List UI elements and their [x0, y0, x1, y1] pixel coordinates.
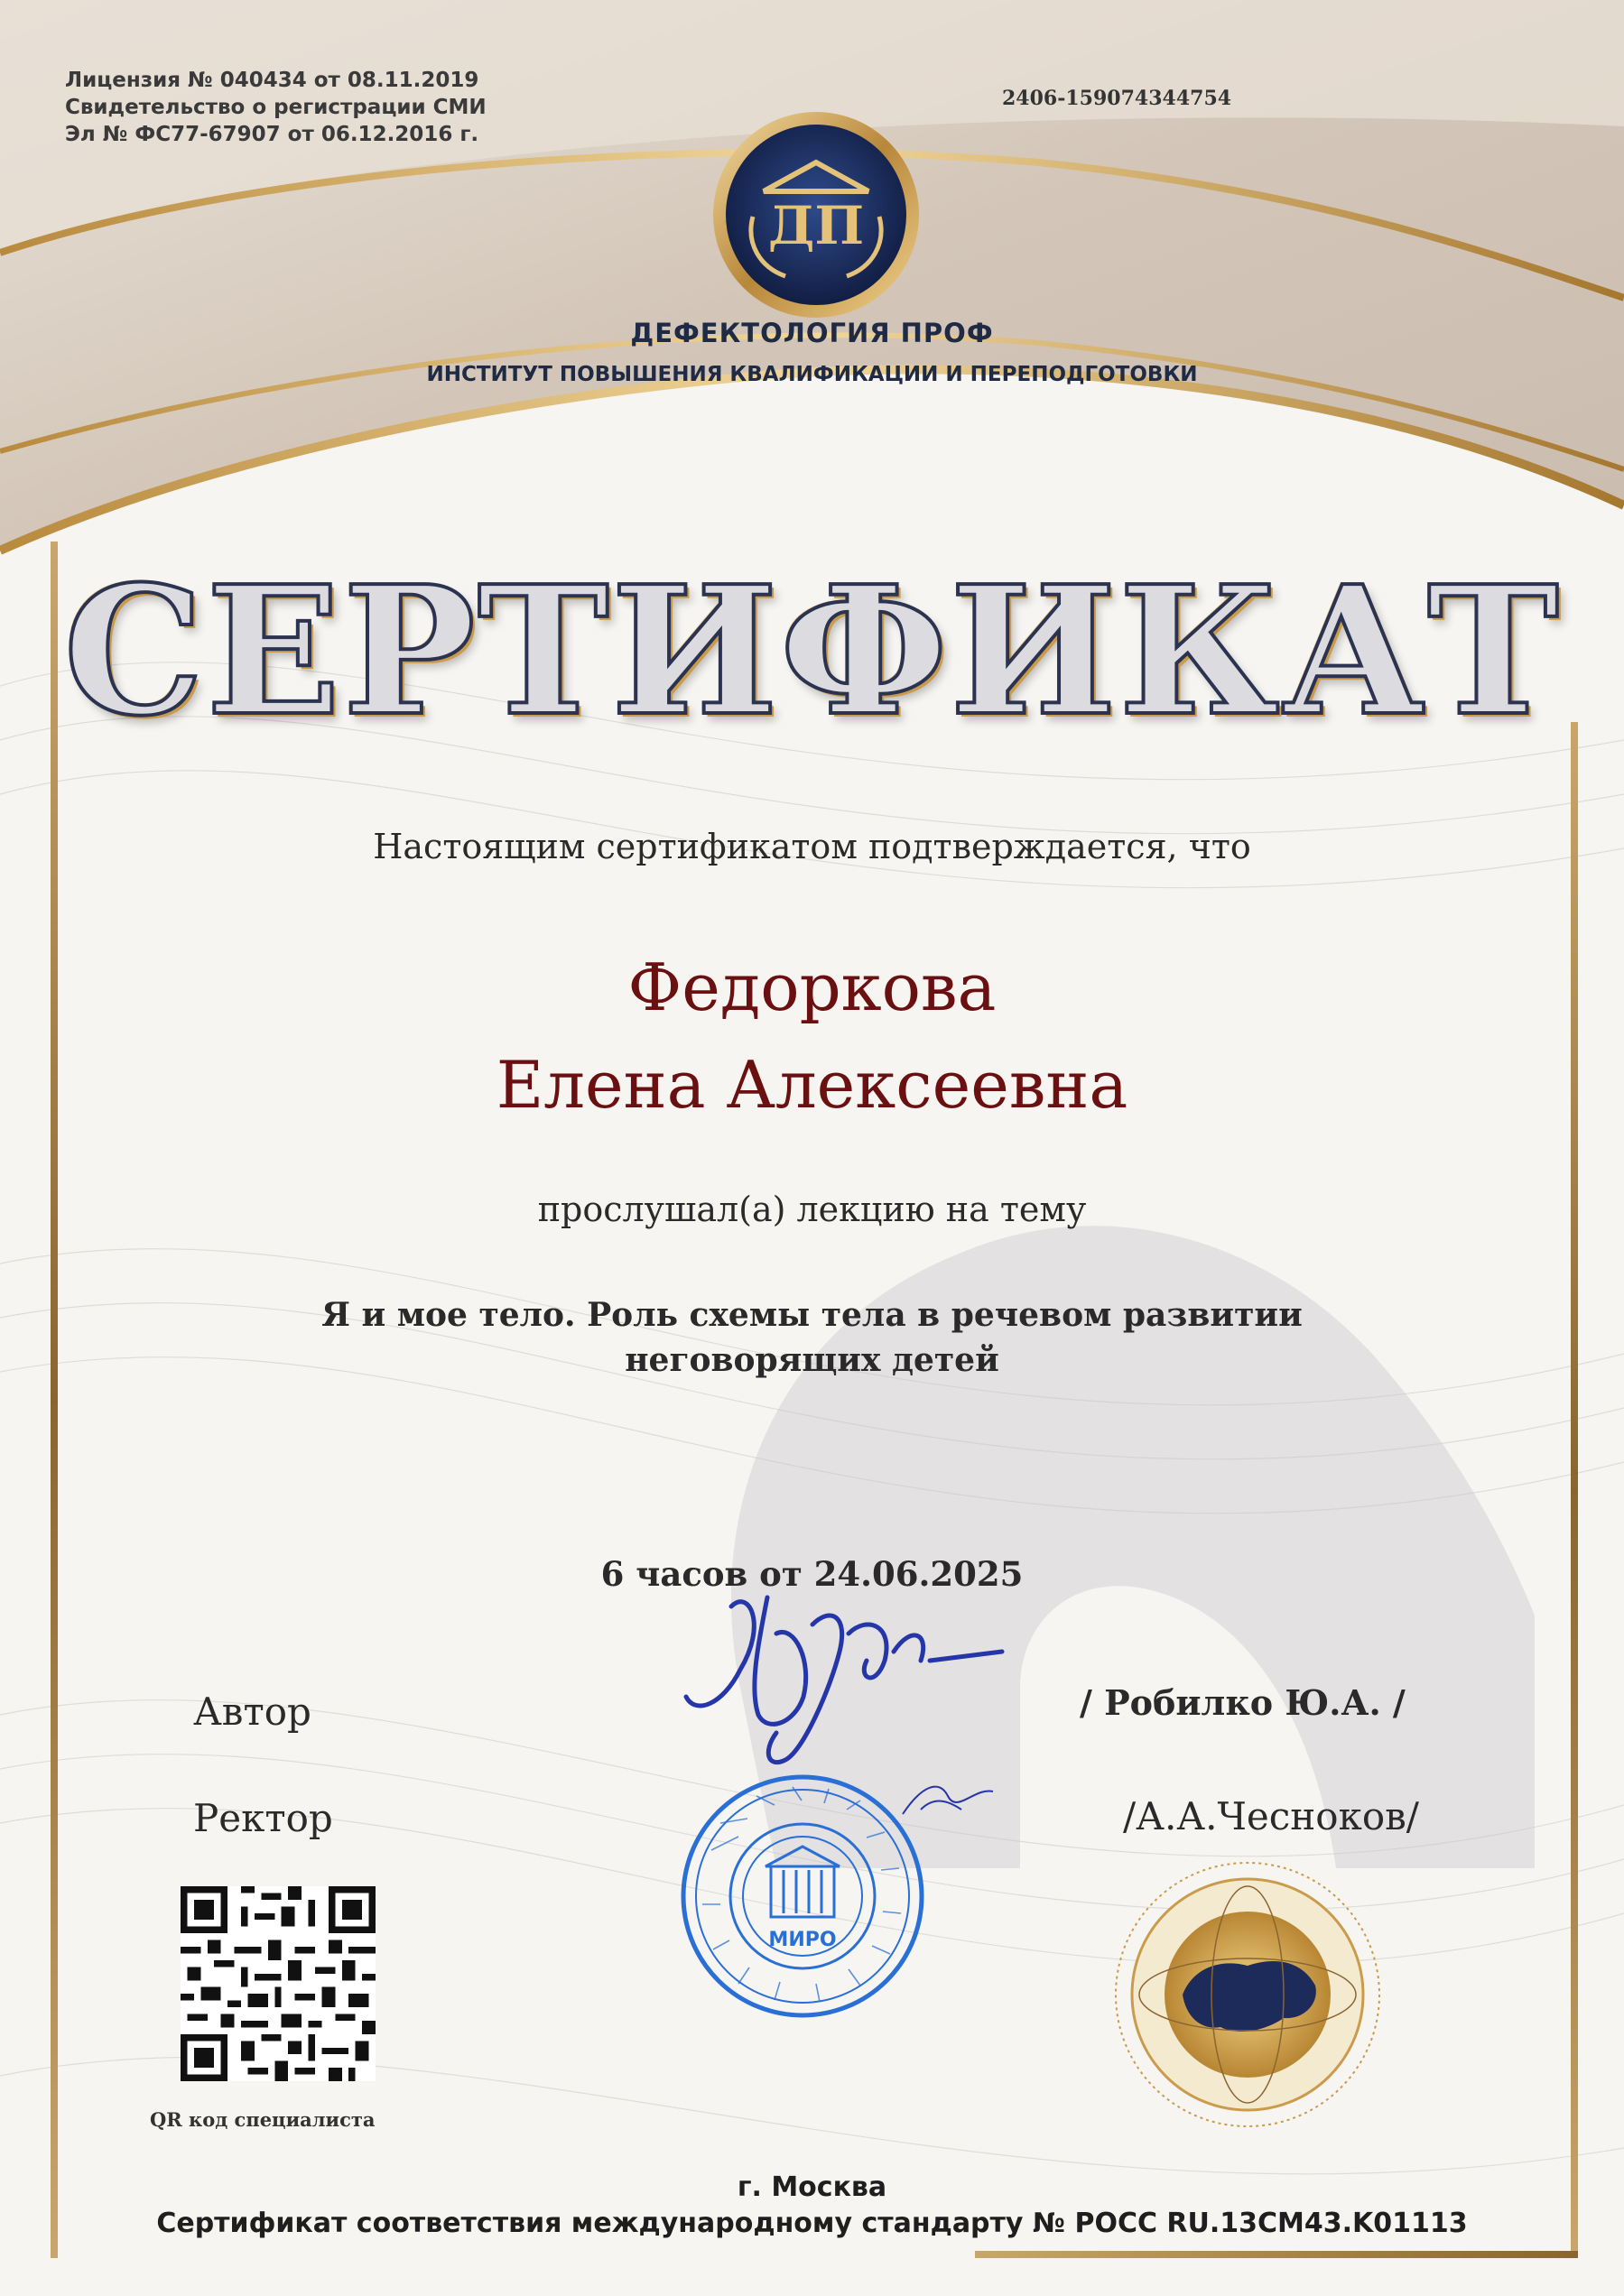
registry-seal [1112, 1859, 1383, 2130]
frame-bottom-border [975, 2251, 1578, 2258]
specialist-qr-code[interactable] [181, 1886, 376, 2081]
author-signature [677, 1570, 1083, 1778]
organization-logo [710, 108, 923, 321]
logo-text: ДП [767, 195, 865, 256]
frame-left-border [51, 542, 58, 2258]
license-info [65, 67, 487, 148]
action-text: прослушал(а) лекцию на тему [537, 1190, 1087, 1229]
institute-stamp [675, 1769, 930, 2023]
qr-caption: QR код специалиста [150, 2108, 376, 2131]
author-role-label: Автор [193, 1690, 311, 1734]
media-registration-line: Свидетельство о регистрации СМИ [65, 96, 487, 119]
recipient-surname: Федоркова [627, 949, 997, 1025]
author-name: / Робилко Ю.А. / [1080, 1682, 1406, 1723]
registration-number: 2406-159074344754 [1002, 87, 1232, 110]
rector-role-label: Ректор [193, 1796, 333, 1840]
organization-subtitle: ИНСТИТУТ ПОВЫШЕНИЯ КВАЛИФИКАЦИИ И ПЕРЕПОДГОТОВКИ [426, 363, 1198, 386]
stamp-text: МИРО [768, 1929, 837, 1951]
media-number-line: Эл № ФС77-67907 от 06.12.2016 г. [65, 123, 479, 146]
certificate-title: СЕРТИФИКАТ [63, 548, 1561, 755]
lecture-topic [0, 1292, 1624, 1383]
standard-certificate-text: Сертификат соответствия международному стандарту № РОСС RU.13CM43.K01113 [156, 2208, 1468, 2239]
hours-and-date: 6 часов от 24.06.2025 [600, 1554, 1024, 1594]
recipient-name: Елена Алексеевна [496, 1047, 1128, 1123]
confirmation-text: Настоящим сертификатом подтверждается, что [373, 827, 1251, 866]
license-line: Лицензия № 040434 от 08.11.2019 [65, 69, 479, 92]
city: г. Москва [737, 2171, 887, 2203]
organization-name: ДЕФЕКТОЛОГИЯ ПРОФ [630, 318, 994, 348]
lecture-topic-line: неговорящих детей [625, 1341, 999, 1379]
lecture-topic-line: Я и мое тело. Роль схемы тела в речевом развитии [321, 1296, 1303, 1334]
rector-name: /А.А.Чесноков/ [1123, 1794, 1419, 1838]
